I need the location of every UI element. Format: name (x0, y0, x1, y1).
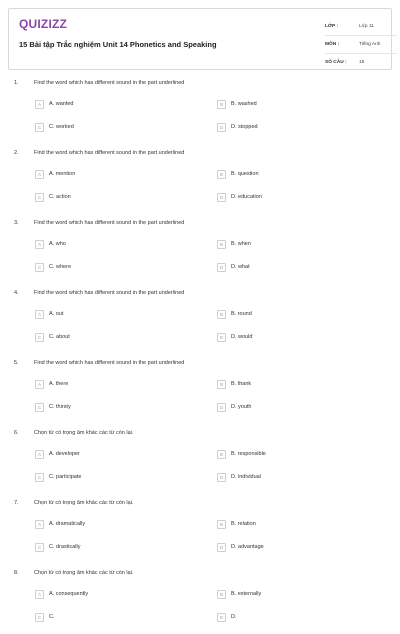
option-text: D. youth (231, 404, 252, 410)
meta-value: 15 (359, 60, 365, 65)
option-letter-box[interactable]: C (35, 193, 44, 202)
answer-option[interactable] (217, 169, 259, 179)
option-text: A. dramatically (49, 521, 86, 527)
option-letter-box[interactable]: C (35, 333, 44, 342)
worksheet-header (8, 8, 392, 70)
question-item (0, 144, 400, 214)
meta-row-count (325, 53, 397, 71)
option-text: A. wanted (49, 101, 74, 107)
option-text: B. relation (231, 521, 256, 527)
answer-option[interactable] (35, 332, 70, 342)
question-number: 2. (14, 150, 19, 156)
option-text: B. externally (231, 591, 262, 597)
option-letter-box[interactable]: B (217, 450, 226, 459)
option-letter-box[interactable]: B (217, 380, 226, 389)
option-letter-box[interactable]: D (217, 473, 226, 482)
worksheet-title: 15 Bài tập Trắc nghiệm Unit 14 Phonetics and Speaking (19, 40, 217, 49)
question-text: Find the word which has different sound in the part underlined (34, 290, 185, 296)
option-text: B. question (231, 171, 259, 177)
option-letter-box[interactable]: A (35, 170, 44, 179)
question-list (0, 74, 400, 634)
option-letter-box[interactable]: C (35, 613, 44, 622)
question-text: Find the word which has different sound in the part underlined (34, 150, 185, 156)
option-text: A. mention (49, 171, 76, 177)
question-item (0, 494, 400, 564)
answer-option[interactable] (217, 332, 252, 342)
question-number: 6. (14, 430, 19, 436)
question-text: Find the word which has different sound in the part underlined (34, 220, 185, 226)
option-text: C. thirsty (49, 404, 71, 410)
answer-option[interactable] (217, 472, 261, 482)
question-text: Find the word which has different sound in the part underlined (34, 80, 185, 86)
option-letter-box[interactable]: B (217, 520, 226, 529)
question-text: Chọn từ có trọng âm khác các từ còn lại. (34, 430, 134, 436)
question-number: 3. (14, 220, 19, 226)
option-text: A. who (49, 241, 66, 247)
option-letter-box[interactable]: D (217, 263, 226, 272)
answer-option[interactable] (35, 612, 55, 622)
answer-option[interactable] (35, 402, 71, 412)
option-text: A. there (49, 381, 69, 387)
option-letter-box[interactable]: A (35, 450, 44, 459)
answer-option[interactable] (35, 122, 74, 132)
option-letter-box[interactable]: A (35, 380, 44, 389)
option-letter-box[interactable]: B (217, 100, 226, 109)
option-text: A. out (49, 311, 64, 317)
answer-option[interactable] (35, 449, 80, 459)
question-text: Find the word which has different sound in the part underlined (34, 360, 185, 366)
meta-key: SỐ CÂU : (325, 60, 347, 65)
answer-option[interactable] (217, 449, 266, 459)
question-text: Chọn từ có trọng âm khác các từ còn lại. (34, 570, 134, 576)
option-letter-box[interactable]: C (35, 123, 44, 132)
question-item (0, 354, 400, 424)
answer-option[interactable] (217, 192, 262, 202)
question-item (0, 284, 400, 354)
answer-option[interactable] (35, 379, 68, 389)
option-letter-box[interactable]: B (217, 240, 226, 249)
answer-option[interactable] (217, 99, 257, 109)
meta-row-subject (325, 35, 397, 53)
option-text: C. where (49, 264, 72, 270)
option-letter-box[interactable]: D (217, 403, 226, 412)
option-text: A. developer (49, 451, 80, 457)
option-text: C. worked (49, 124, 74, 130)
option-letter-box[interactable]: A (35, 590, 44, 599)
option-text: B. washed (231, 101, 257, 107)
question-text: Chọn từ có trọng âm khác các từ còn lại. (34, 500, 134, 506)
option-text: B. thank (231, 381, 252, 387)
quizizz-logo: QUIZIZZ (19, 17, 68, 31)
answer-option[interactable] (217, 519, 256, 529)
answer-option[interactable] (35, 519, 85, 529)
option-text: D. what (231, 264, 250, 270)
option-letter-box[interactable]: D (217, 193, 226, 202)
option-text: D. stopped (231, 124, 258, 130)
question-item (0, 214, 400, 284)
meta-key: LỚP : (325, 23, 339, 29)
answer-option[interactable] (35, 99, 73, 109)
answer-option[interactable] (217, 402, 251, 412)
question-item (0, 564, 400, 634)
option-letter-box[interactable]: B (217, 310, 226, 319)
option-text: D. individual (231, 474, 261, 480)
answer-option[interactable] (217, 309, 252, 319)
answer-option[interactable] (217, 239, 251, 249)
option-letter-box[interactable]: A (35, 240, 44, 249)
option-letter-box[interactable]: D (217, 543, 226, 552)
answer-option[interactable] (35, 262, 71, 272)
option-text: C. participate (49, 474, 82, 480)
option-text: A. consequently (49, 591, 89, 597)
question-number: 4. (14, 290, 19, 296)
answer-option[interactable] (35, 169, 75, 179)
answer-option[interactable] (217, 122, 258, 132)
meta-row-class (325, 17, 397, 35)
option-letter-box[interactable]: D (217, 123, 226, 132)
question-number: 5. (14, 360, 19, 366)
meta-value: Tiếng Anh (359, 42, 381, 47)
option-letter-box[interactable]: A (35, 310, 44, 319)
question-number: 8. (14, 570, 19, 576)
answer-option[interactable] (35, 239, 66, 249)
option-letter-box[interactable]: C (35, 473, 44, 482)
question-number: 7. (14, 500, 19, 506)
answer-option[interactable] (217, 379, 251, 389)
option-text: B. responsible (231, 451, 266, 457)
option-text: D. education (231, 194, 262, 200)
answer-option[interactable] (35, 472, 81, 482)
option-text: D. advantage (231, 544, 264, 550)
option-letter-box[interactable]: A (35, 520, 44, 529)
question-item (0, 424, 400, 494)
option-letter-box[interactable]: D (217, 613, 226, 622)
option-letter-box[interactable]: B (217, 170, 226, 179)
answer-option[interactable] (217, 542, 264, 552)
option-text: B. when (231, 241, 251, 247)
option-text: D. (231, 614, 237, 620)
option-letter-box[interactable]: C (35, 403, 44, 412)
option-text: C. (49, 614, 55, 620)
option-letter-box[interactable]: A (35, 100, 44, 109)
answer-option[interactable] (35, 309, 63, 319)
option-text: B. round (231, 311, 252, 317)
option-letter-box[interactable]: C (35, 263, 44, 272)
meta-key: MÔN : (325, 42, 340, 47)
option-letter-box[interactable]: B (217, 590, 226, 599)
answer-option[interactable] (217, 612, 237, 622)
answer-option[interactable] (35, 589, 88, 599)
answer-option[interactable] (217, 589, 261, 599)
option-letter-box[interactable]: C (35, 543, 44, 552)
option-text: C. action (49, 194, 71, 200)
option-letter-box[interactable]: D (217, 333, 226, 342)
option-text: D. would (231, 334, 253, 340)
meta-value: Lớp 11 (359, 23, 374, 29)
answer-option[interactable] (217, 262, 250, 272)
question-item (0, 74, 400, 144)
option-text: C. about (49, 334, 70, 340)
answer-option[interactable] (35, 542, 80, 552)
worksheet-meta (325, 17, 397, 71)
option-text: C. drastically (49, 544, 81, 550)
answer-option[interactable] (35, 192, 71, 202)
question-number: 1. (14, 80, 19, 86)
